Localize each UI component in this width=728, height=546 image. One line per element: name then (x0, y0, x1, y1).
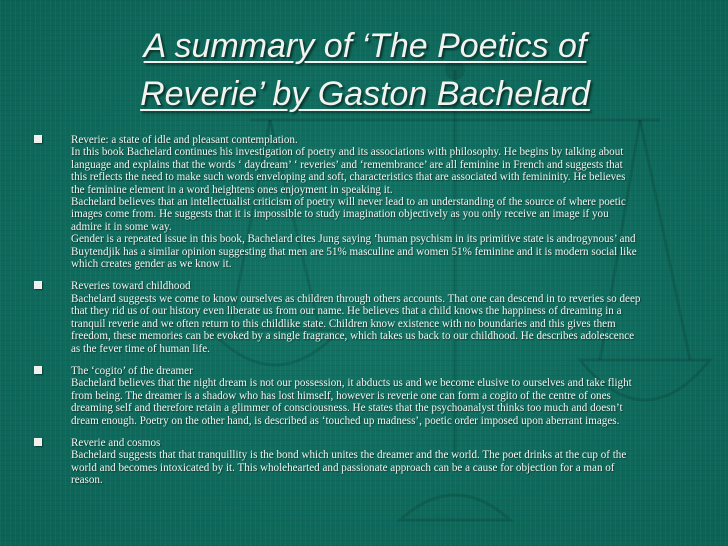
bullet-text-line: the feminine element in a word heightens ones enjoyment in speaking it. (71, 183, 393, 196)
bullet-text-line: Buytendjik has a similar opinion suggesting that men are 51% masculine and women 51% feminine and it is modern social like (71, 245, 637, 258)
bullet-text-line: dreaming self and therefore retain a glimmer of consciousness. He states that the psychoanalyst thinks too much and doesn’t (71, 402, 623, 415)
bullet-text-line: world and becomes intoxicated by it. This wholehearted and passionate approach can be a cause for objection for a man of (71, 461, 615, 474)
bullet-item-childhood (34, 280, 710, 354)
bullet-text-line: Reverie: a state of idle and pleasant contemplation. (71, 134, 298, 146)
bullet-text-line: Reveries toward childhood (71, 280, 191, 293)
bullet-item-reverie (34, 134, 710, 270)
title-line-2: Reverie’ by Gaston Bachelard (140, 75, 590, 113)
bullet-list (34, 134, 710, 497)
bullet-text-line: The ‘cogito’ of the dreamer (71, 364, 193, 377)
bullet-text-line: Bachelard suggests that that tranquillity is the bond which unites the dreamer and the world. The poet drinks at the cup of the (71, 449, 627, 462)
bullet-text-line: language and explains that the words ‘ daydream’ ‘ reveries’ and ‘remembrance’ are all feminine in French and suggests that (71, 158, 623, 171)
bullet-text-line: from being. The dreamer is a shadow who has lost himself, however is reverie one can form a cogito of the centre of ones (71, 389, 611, 402)
square-bullet-icon (34, 135, 42, 143)
square-bullet-icon (34, 281, 42, 289)
bullet-text-line: images come from. He suggests that it is impossible to study imagination objectively as you only receive an image if you (71, 208, 609, 221)
bullet-text-line: reason. (71, 474, 103, 487)
bullet-text-line: admire it in some way. (71, 220, 172, 233)
title-line-1: A summary of ‘The Poetics of (143, 27, 587, 65)
bullet-item-cosmos (34, 437, 710, 487)
bullet-text-line: Bachelard believes that the night dream is not our possession, it abducts us and we become elusive to ourselves and take flight (71, 377, 632, 390)
slide-title (60, 22, 670, 118)
bullet-text-line: Bachelard suggests we come to know ourselves as children through others accounts. That one can descend in to reveries so deep (71, 292, 641, 305)
square-bullet-icon (34, 366, 42, 374)
bullet-text-line: this reflects the need to make such words enveloping and soft, characteristics that are associated with femininity. He believes (71, 171, 626, 184)
square-bullet-icon (34, 438, 42, 446)
bullet-text-line: freedom, these memories can be evoked by a single fragrance, which takes us back to our childhood. He describes adolescence (71, 330, 635, 343)
bullet-text-line: that they rid us of our history even liberate us from our name. He believes that a child knows the happiness of dreaming in a (71, 305, 622, 318)
bullet-text-line: which creates gender as we know it. (71, 258, 232, 271)
bullet-text-line: dream enough. Poetry on the other hand, is described as ‘touched up madness’, poetic order imposed upon aberrant images. (71, 414, 620, 427)
bullet-text-line: Gender is a repeated issue in this book, Bachelard cites Jung saying ‘human psychism in its primitive state is androgynous’ and (71, 233, 636, 246)
bullet-text-line: Reverie and cosmos (71, 436, 161, 449)
bullet-text-line: as the fever time of human life. (71, 342, 210, 355)
bullet-item-cogito (34, 365, 710, 427)
bullet-text-line: Bachelard believes that an intellectualist criticism of poetry will never lead to an understanding of the source of where poetic (71, 196, 626, 209)
bullet-text-line: In this book Bachelard continues his investigation of poetry and its associations with philosophy. He begins by talking about (71, 146, 624, 159)
bullet-text-line: tranquil reverie and we often return to this childlike state. Children know existence with no boundaries and this gives them (71, 317, 616, 330)
